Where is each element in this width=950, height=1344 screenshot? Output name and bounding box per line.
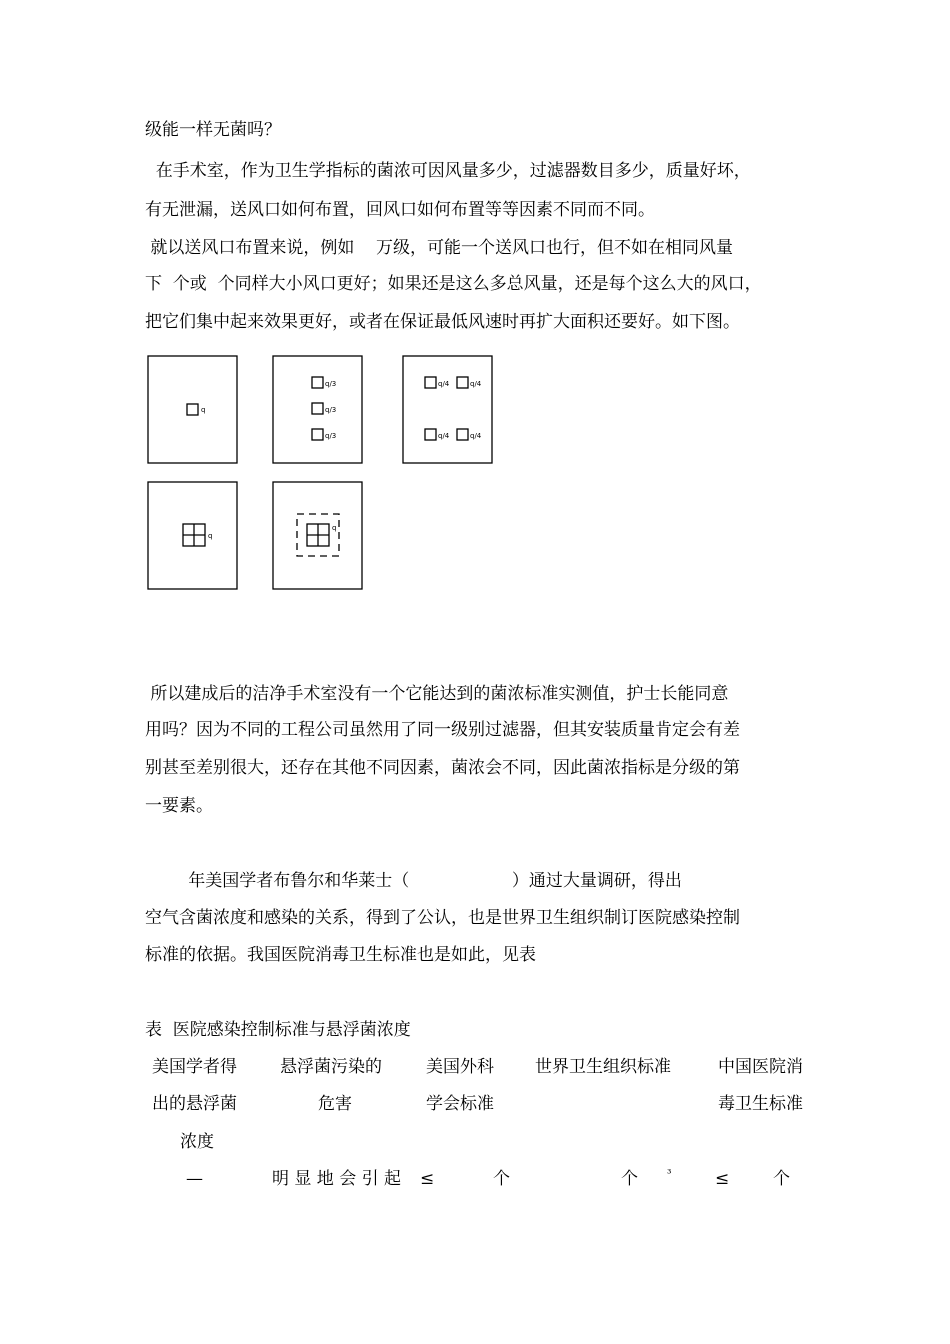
air-outlet xyxy=(187,404,198,415)
table-cell: ≤ xyxy=(715,1169,730,1189)
air-outlet xyxy=(312,403,323,414)
paragraph-line: 标准的依据。我国医院消毒卫生标准也是如此，见表 xyxy=(145,945,536,965)
paragraph-line: 级能一样无菌吗？ xyxy=(145,120,281,140)
table-cell: 个 xyxy=(621,1169,638,1189)
table-header-cell: 美国学者得 xyxy=(152,1057,237,1077)
table-header-cell: 危害 xyxy=(318,1094,352,1114)
table-cell: 个 xyxy=(773,1169,790,1189)
paragraph-line: 就以送风口布置来说，例如 万级，可能一个送风口也行，但不如在相同风量 xyxy=(145,238,734,258)
table-header-cell: 浓度 xyxy=(180,1132,214,1152)
paragraph-line: 有无泄漏，送风口如何布置，回风口如何布置等等因素不同而不同。 xyxy=(145,200,655,220)
paragraph-line: 下 个或 个同样大小风口更好；如果还是这么多总风量，还是每个这么大的风口， xyxy=(145,274,762,294)
paragraph-line: 用吗？因为不同的工程公司虽然用了同一级别过滤器，但其安装质量肯定会有差 xyxy=(145,720,740,740)
paragraph-line: 在手术室，作为卫生学指标的菌浓可因风量多少，过滤器数目多少，质量好坏， xyxy=(145,161,751,181)
table-header-cell: 毒卫生标准 xyxy=(718,1094,803,1114)
table-caption: 表 医院感染控制标准与悬浮菌浓度 xyxy=(145,1020,411,1040)
airflow-label: q xyxy=(208,532,213,540)
paragraph-line: 一要素。 xyxy=(145,796,213,816)
air-supply-layout-figure xyxy=(0,0,950,620)
table-cell: — xyxy=(186,1169,203,1189)
table-cell: ³ xyxy=(667,1167,672,1180)
room-outline xyxy=(403,356,492,463)
air-outlet xyxy=(312,429,323,440)
paragraph-line: 空气含菌浓度和感染的关系，得到了公认，也是世界卫生组织制订医院感染控制 xyxy=(145,908,740,928)
table-header-cell: 出的悬浮菌 xyxy=(152,1094,237,1114)
room-outline xyxy=(273,356,362,463)
airflow-label: q/4 xyxy=(438,432,450,440)
air-outlet xyxy=(457,377,468,388)
paragraph-line: 别甚至差别很大，还存在其他不同因素，菌浓会不同，因此菌浓指标是分级的第 xyxy=(145,758,740,778)
combined-outlet-grid-expanded xyxy=(297,514,339,556)
airflow-label: q/4 xyxy=(470,432,482,440)
table-header-cell: 学会标准 xyxy=(426,1094,494,1114)
table-cell: 明 显 地 会 引 起 xyxy=(272,1169,402,1189)
airflow-label: q xyxy=(201,406,206,414)
table-header-cell: 世界卫生组织标准 xyxy=(535,1057,671,1077)
airflow-label: q/3 xyxy=(325,432,337,440)
paragraph-line: 把它们集中起来效果更好，或者在保证最低风速时再扩大面积还要好。如下图。 xyxy=(145,312,740,332)
air-outlet xyxy=(457,429,468,440)
airflow-label: q/3 xyxy=(325,406,337,414)
airflow-label: q/4 xyxy=(438,380,450,388)
table-cell: ≤ xyxy=(420,1169,435,1189)
airflow-label: q/4 xyxy=(470,380,482,388)
air-outlet xyxy=(425,429,436,440)
table-header-cell: 悬浮菌污染的 xyxy=(280,1057,382,1077)
table-header-cell: 中国医院消 xyxy=(718,1057,803,1077)
air-outlet xyxy=(312,377,323,388)
paragraph-line: 所以建成后的洁净手术室没有一个它能达到的菌浓标准实测值，护士长能同意 xyxy=(145,684,729,704)
paragraph-line: 年美国学者布鲁尔和华莱士（ ）通过大量调研，得出 xyxy=(145,871,682,891)
air-outlet xyxy=(425,377,436,388)
airflow-label: q xyxy=(332,524,337,532)
table-cell: 个 xyxy=(493,1169,510,1189)
table-header-cell: 美国外科 xyxy=(426,1057,494,1077)
combined-outlet-grid xyxy=(183,524,205,546)
room-outline xyxy=(148,356,237,463)
airflow-label: q/3 xyxy=(325,380,337,388)
